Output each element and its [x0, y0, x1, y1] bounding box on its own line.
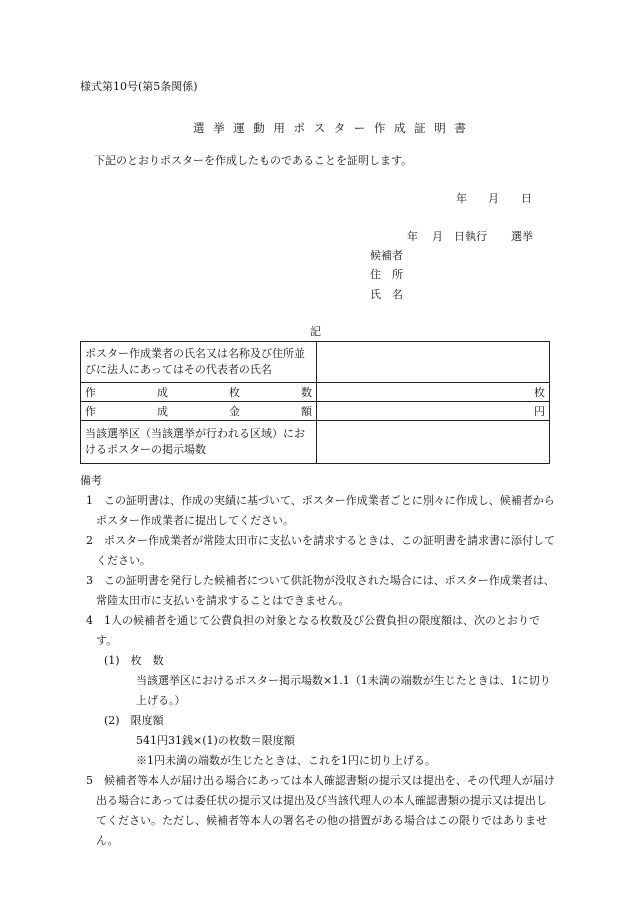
remark-4-2-label: (2) 限度額: [104, 714, 164, 727]
remark-3: 3 この証明書を発行した候補者について供託物が没収された場合には、ポスター作成業者は、常陸太田市に支払いを請求することはできません。: [86, 574, 555, 607]
election-year: 年: [407, 230, 418, 243]
remarks-list: [80, 491, 556, 851]
candidate-address-label: 住 所: [370, 268, 403, 281]
remark-4: 4 1人の候補者を通じて公費負担の対象となる枚数及び公費負担の限度額は、次のとおりです。: [86, 614, 540, 647]
amount-label: 作 成 金 額: [81, 402, 317, 421]
page-title: 選挙運動用ポスター作成証明書: [193, 121, 475, 135]
candidate-label: 候補者: [370, 249, 403, 262]
remark-2: 2 ポスター作成業者が常陸太田市に支払いを請求するときは、この証明書を請求書に添付してください。: [86, 534, 555, 567]
remark-5: 5 候補者等本人が届け出る場合にあっては本人確認書類の提示又は提出を、その代理人が届け出る場合にあっては委任状の提示又は提出及び当該代理人の本人確認書類の提示又は提出してください。ただし、候補者等本人の署名その他の措置がある場合はこの限りではありません。: [86, 774, 555, 847]
remark-4-1-label: (1) 枚 数: [104, 654, 164, 667]
form-number: 様式第10号(第5条関係): [80, 80, 198, 93]
remarks-header: 備考: [80, 474, 102, 487]
count-unit: 枚: [317, 383, 550, 402]
remark-4-2-formula: 541円31銭×(1)の枚数＝限度額: [136, 734, 295, 747]
table-row: [81, 342, 550, 383]
date-day: 日: [521, 192, 532, 205]
amount-unit: 円: [317, 402, 550, 421]
remark-4-2-note: ※1円未満の端数が生じたときは、これを1円に切り上げる。: [136, 754, 436, 767]
election-day-exec: 日執行: [454, 230, 487, 243]
ki-marker: 記: [310, 325, 321, 338]
vendor-value: [317, 342, 550, 383]
remark-4-1-text: 当該選挙区におけるポスター掲示場数×1.1（1未満の端数が生じたときは、1に切り上げる。）: [136, 674, 551, 707]
election-type: 選挙: [511, 230, 533, 243]
remark-1: 1 この証明書は、作成の実績に基づいて、ポスター作成業者ごとに別々に作成し、候補者からポスター作成業者に提出してください。: [86, 494, 555, 527]
count-label: 作 成 枚 数: [81, 383, 317, 402]
candidate-name-label: 氏 名: [370, 288, 403, 301]
date-month: 月: [488, 192, 499, 205]
posting-sites-label: 当該選挙区（当該選挙が行われる区域）におけるポスターの掲示場数: [81, 421, 317, 464]
table-row: [81, 421, 550, 464]
statement: 下記のとおりポスターを作成したものであることを証明します。: [94, 154, 413, 167]
vendor-label: ポスター作成業者の氏名又は名称及び住所並びに法人にあってはその代表者の氏名: [81, 342, 317, 383]
posting-sites-value: [317, 421, 550, 464]
table-row: [81, 383, 550, 402]
record-table: [80, 341, 550, 464]
date-year: 年: [456, 192, 467, 205]
election-month: 月: [432, 230, 443, 243]
table-row: [81, 402, 550, 421]
